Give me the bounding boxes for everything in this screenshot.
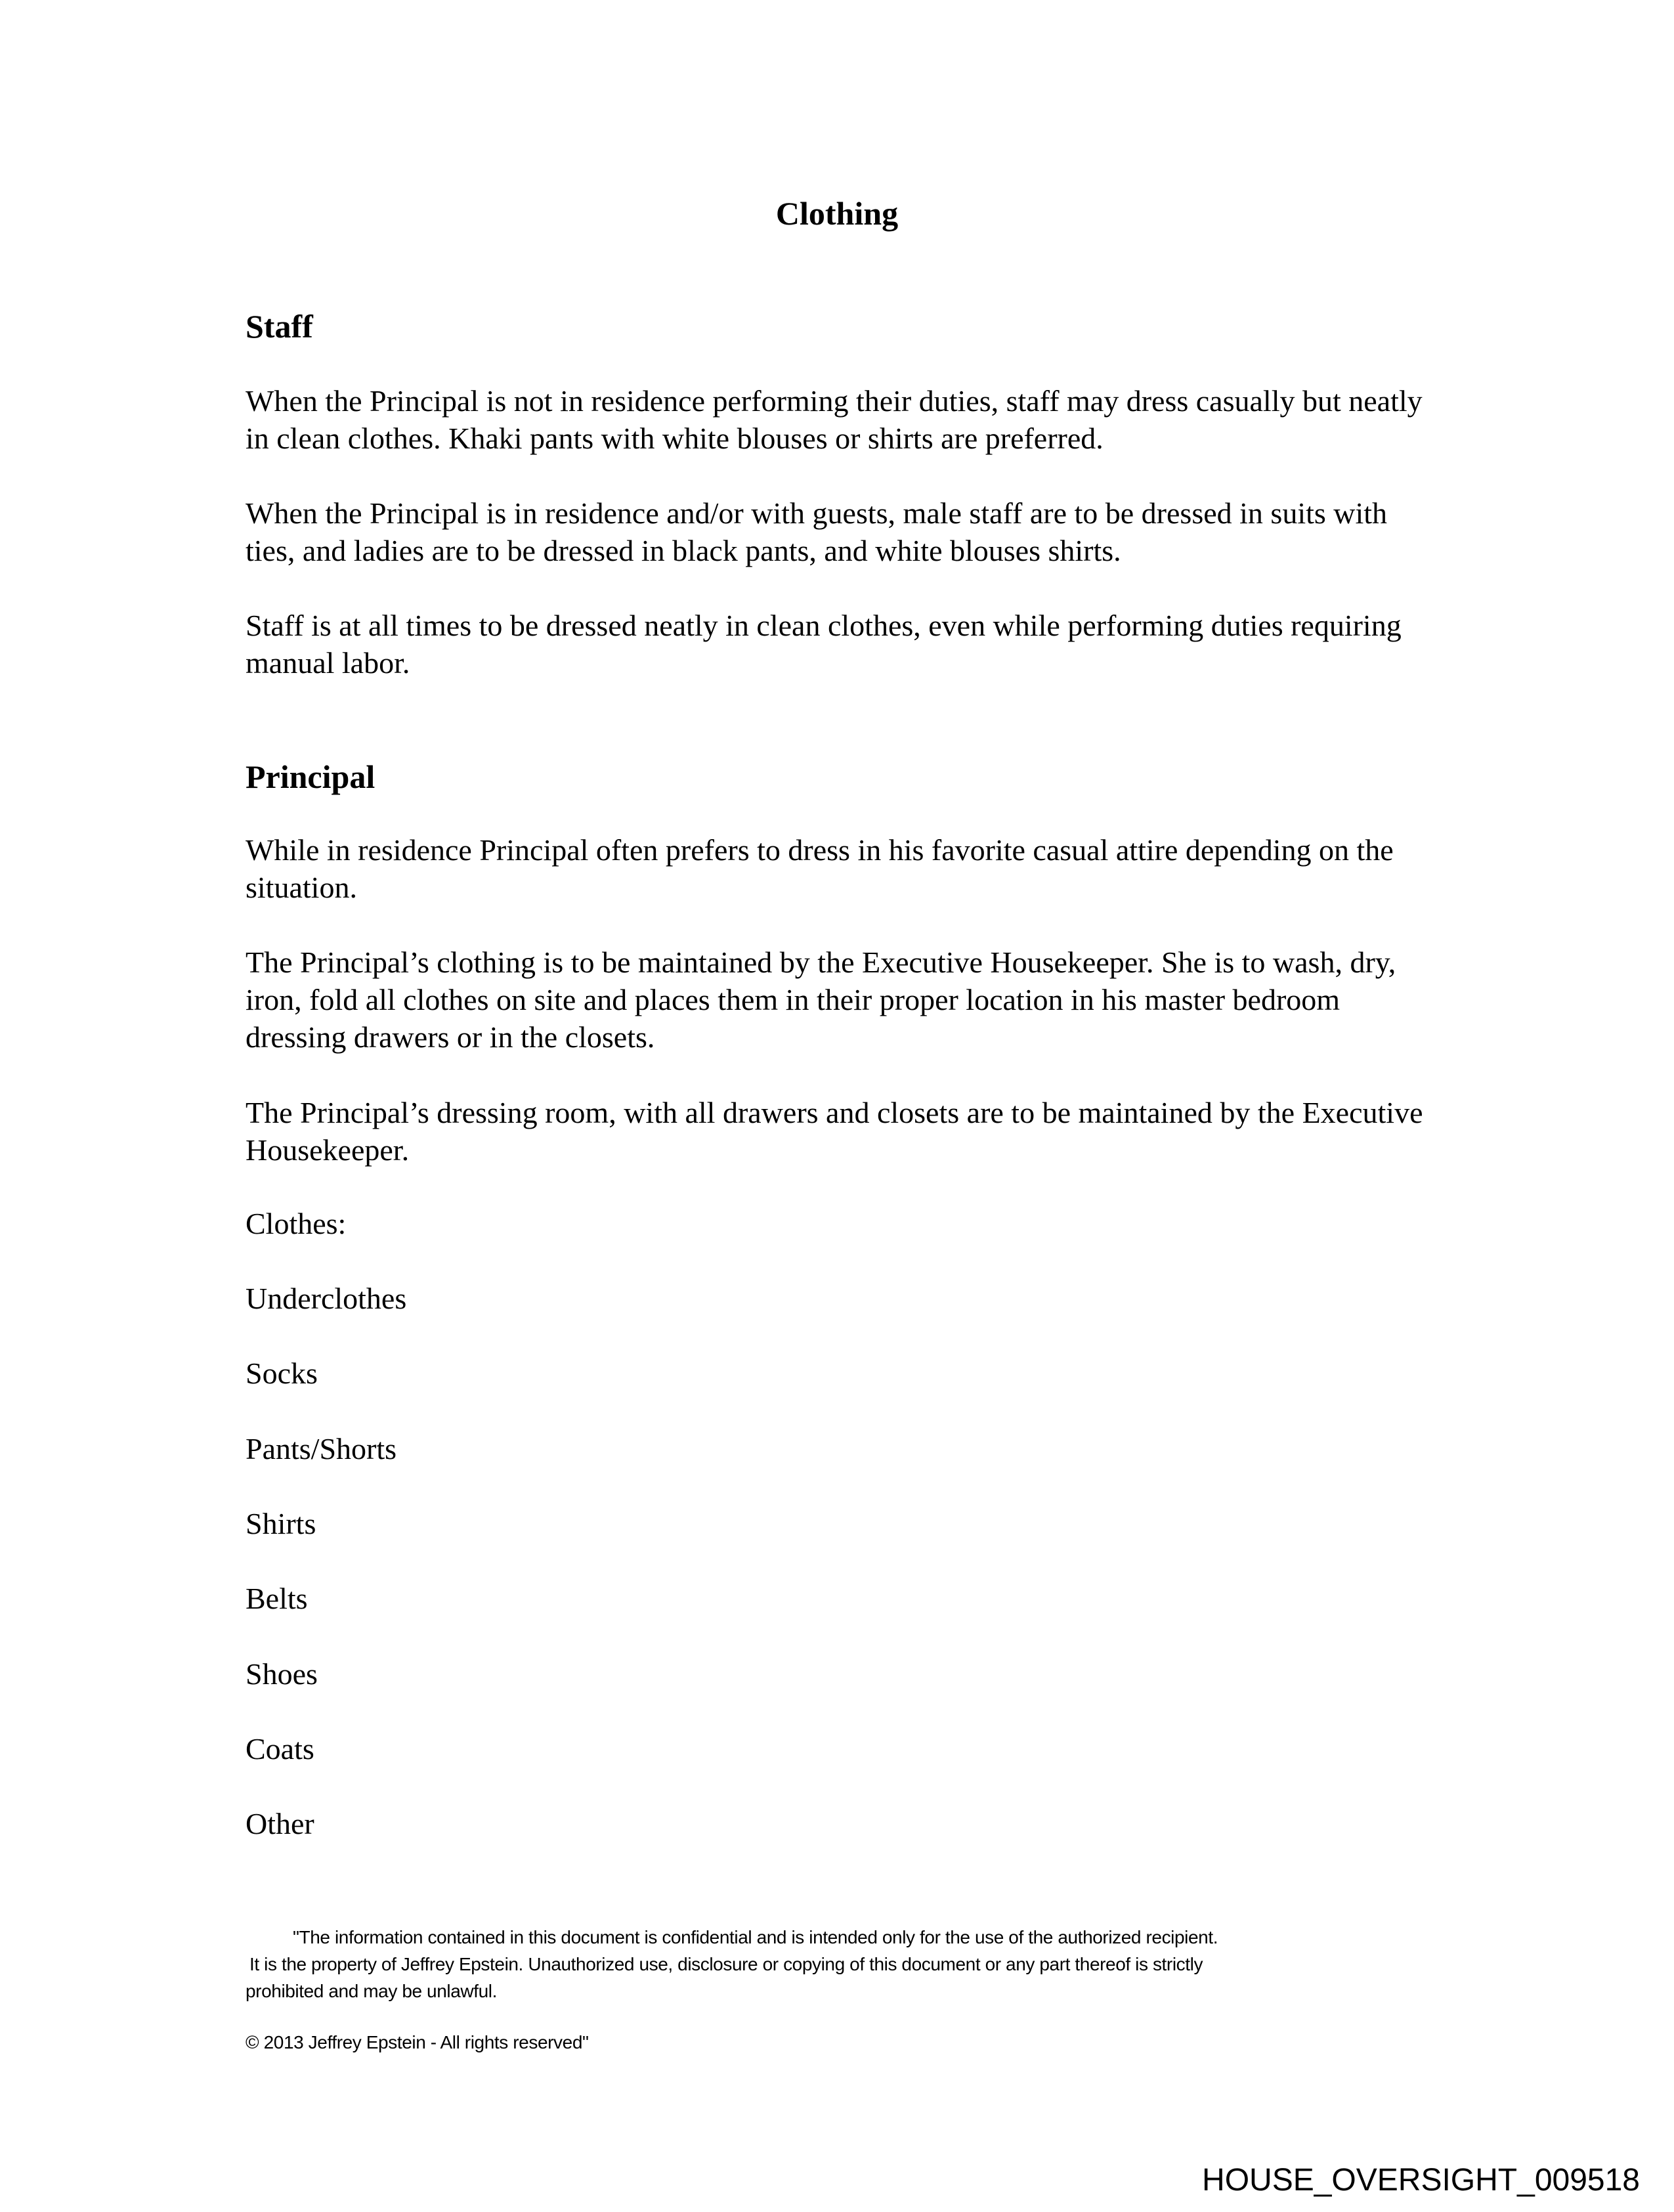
- paragraph: When the Principal is in residence and/or with guests, male staff are to be dressed in suits with ties, and ladies are to be dressed in black pants, and white blouses shirts.: [246, 496, 1388, 567]
- list-item: Coats: [246, 1732, 314, 1766]
- list-item: Socks: [246, 1356, 318, 1390]
- section-heading-principal: Principal: [246, 758, 376, 795]
- confidentiality-line: "The information contained in this document is confidential and is intended only for the use of the authorized recipient.: [293, 1927, 1218, 1947]
- list-item: Other: [246, 1807, 314, 1840]
- document-title: Clothing: [775, 195, 899, 232]
- copyright-notice: © 2013 Jeffrey Epstein - All rights reserved": [246, 2032, 589, 2052]
- paragraph: When the Principal is not in residence performing their duties, staff may dress casually but neatly in clean clothes. Khaki pants with white blouses or shirts are preferred.: [246, 384, 1423, 455]
- confidentiality-line: It is the property of Jeffrey Epstein. Unauthorized use, disclosure or copying of this document or any part thereof is strictly: [249, 1954, 1203, 1974]
- list-item: Underclothes: [246, 1282, 407, 1315]
- confidentiality-line: prohibited and may be unlawful.: [246, 1981, 497, 2001]
- clothes-label: Clothes:: [246, 1207, 347, 1240]
- bates-number: HOUSE_OVERSIGHT_009518: [1202, 2163, 1640, 2198]
- confidentiality-notice: [246, 1924, 1362, 2005]
- paragraph: The Principal’s dressing room, with all drawers and closets are to be maintained by the Executive Housekeeper.: [246, 1096, 1423, 1167]
- paragraph: The Principal’s clothing is to be maintained by the Executive Housekeeper. She is to wash, dry, iron, fold all clothes on site and places them in their proper location in his master bedroom dressing drawers or in the closets.: [246, 945, 1396, 1054]
- list-item: Shirts: [246, 1507, 316, 1540]
- section-heading-staff: Staff: [246, 308, 313, 345]
- list-item: Pants/Shorts: [246, 1432, 397, 1465]
- paragraph: Staff is at all times to be dressed neatly in clean clothes, even while performing duties requiring manual labor.: [246, 609, 1402, 680]
- list-item: Shoes: [246, 1657, 318, 1691]
- list-item: Belts: [246, 1582, 308, 1615]
- paragraph: While in residence Principal often prefers to dress in his favorite casual attire depending on the situation.: [246, 833, 1394, 904]
